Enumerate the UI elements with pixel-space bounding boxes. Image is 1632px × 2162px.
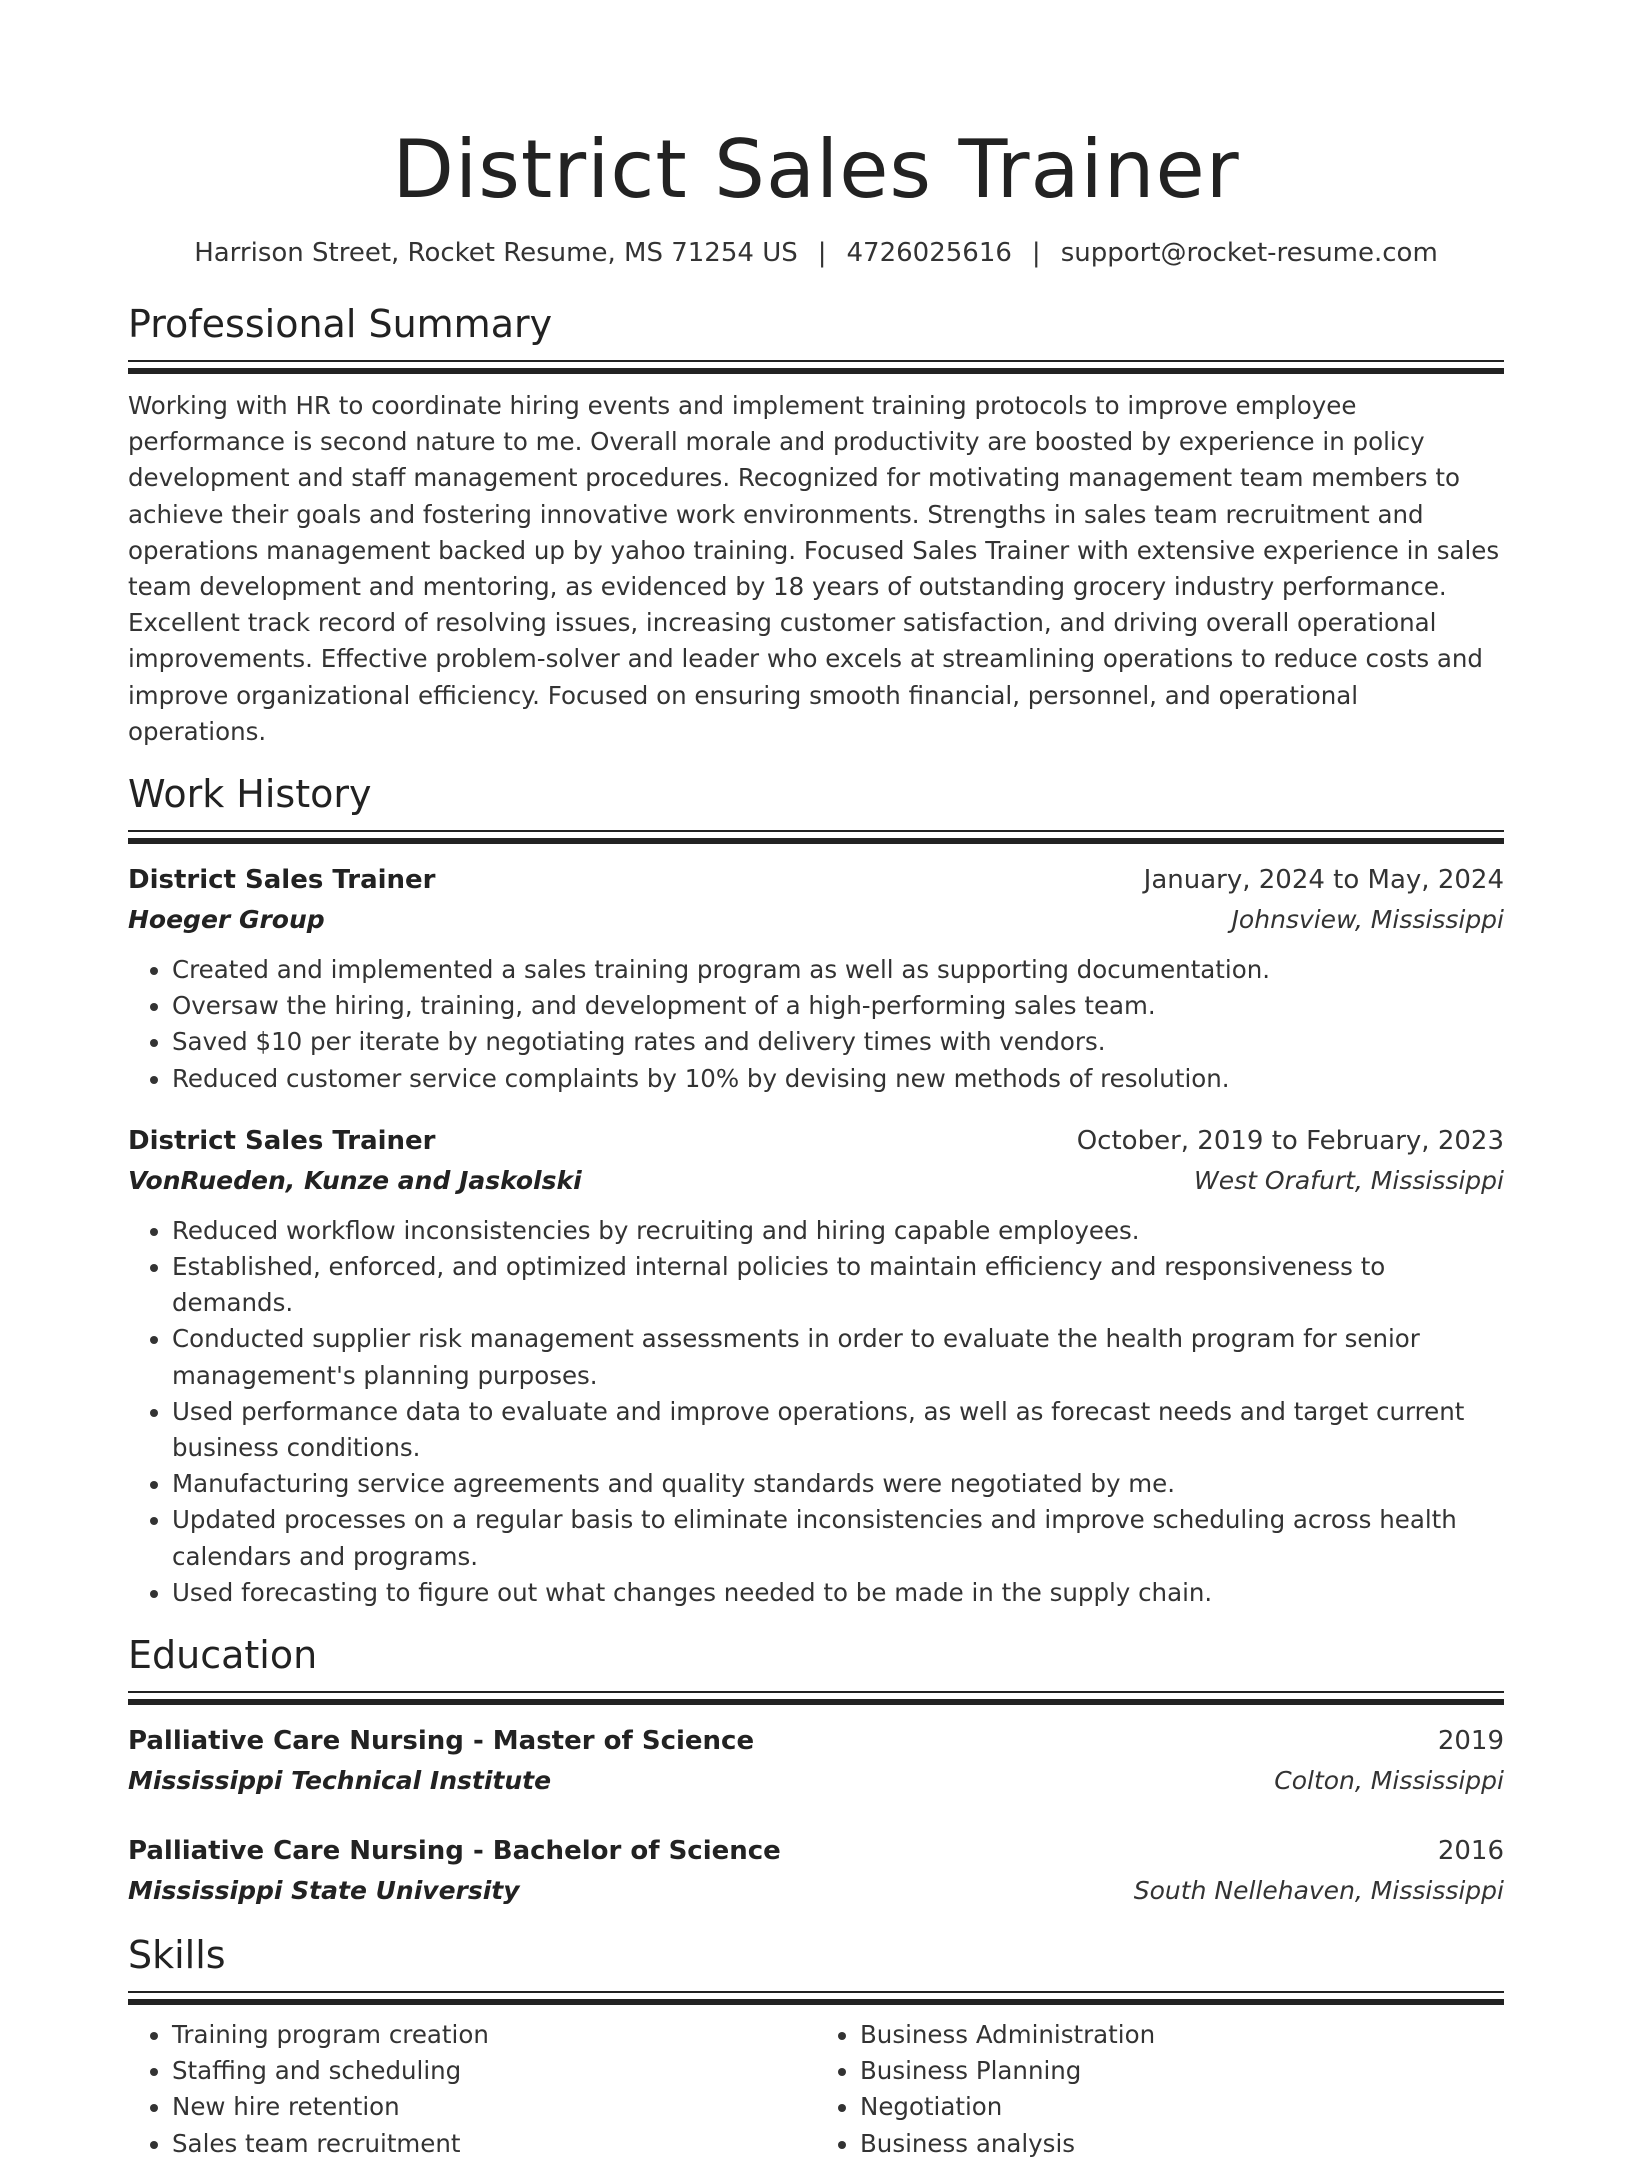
skill-item: • Training program creation — [172, 2017, 816, 2053]
job-subheader — [128, 900, 1504, 940]
skill-item: • Sales team recruitment — [172, 2126, 816, 2162]
education-entry — [128, 1831, 1504, 1911]
summary-text: Working with HR to coordinate hiring events and implement training protocols to improve employee performance is second nature to me. Overall morale and productivity are boosted by experience in policy development and staff management procedures. Recognized for motivating management team members to achieve their goals and fostering innovative work environments. Strengths in sales team recruitment and operations management backed up by yahoo training. Focused Sales Trainer with extensive experience in sales team development and mentoring, as evidenced by 18 years of outstanding grocery industry performance. Excellent track record of resolving issues, increasing customer satisfaction, and driving overall operational improvements. Effective problem-solver and leader who excels at streamlining operations to reduce costs and improve organizational efficiency. Focused on ensuring smooth financial, personnel, and operational operations. — [128, 391, 1500, 746]
job-dates: January, 2024 to May, 2024 — [1143, 865, 1504, 896]
skill-item: • Staffing and scheduling — [172, 2053, 816, 2089]
education-section — [128, 1631, 1504, 1911]
section-divider — [128, 1691, 1504, 1693]
skills-section — [128, 1931, 1504, 2162]
contact-address: Harrison Street, Rocket Resume, MS 71254 US — [194, 238, 798, 268]
section-divider — [128, 1991, 1504, 1993]
list-item: • Conducted supplier risk management assessments in order to evaluate the health program for senior management's planning purposes. — [172, 1321, 1504, 1393]
section-divider — [128, 838, 1504, 844]
education-year: 2016 — [1437, 1836, 1504, 1867]
skills-columns — [128, 2017, 1504, 2162]
list-item: • Updated processes on a regular basis to eliminate inconsistencies and improve scheduling across health calendars and programs. — [172, 1502, 1504, 1574]
list-item: • Saved $10 per iterate by negotiating rates and delivery times with vendors. — [172, 1024, 1504, 1060]
contact-separator: | — [1031, 238, 1041, 268]
education-school: Mississippi Technical Institute — [128, 1766, 552, 1796]
list-item: • Oversaw the hiring, training, and development of a high-performing sales team. — [172, 988, 1504, 1024]
job-subheader — [128, 1161, 1504, 1201]
section-divider — [128, 368, 1504, 374]
job-title: District Sales Trainer — [128, 1125, 436, 1156]
section-divider — [128, 360, 1504, 362]
job-location: West Orafurt, Mississippi — [1194, 1165, 1504, 1195]
section-title-skills: Skills — [128, 1933, 226, 1978]
section-divider — [128, 1999, 1504, 2005]
list-item: • Manufacturing service agreements and quality standards were negotiated by me. — [172, 1466, 1504, 1502]
job-title: District Sales Trainer — [128, 865, 436, 896]
list-item: • Used forecasting to figure out what changes needed to be made in the supply chain. — [172, 1575, 1504, 1611]
skill-item: • Business Administration — [860, 2017, 1504, 2053]
skill-item: • Business Planning — [860, 2053, 1504, 2089]
education-location: Colton, Mississippi — [1274, 1766, 1504, 1796]
education-entry — [128, 1721, 1504, 1801]
job-header — [128, 1121, 1504, 1161]
education-year: 2019 — [1437, 1726, 1504, 1757]
job-company: VonRueden, Kunze and Jaskolski — [128, 1165, 582, 1195]
education-school: Mississippi State University — [128, 1876, 520, 1906]
job-bullets — [128, 952, 1504, 1097]
skill-item: • Negotiation — [860, 2089, 1504, 2125]
section-divider — [128, 830, 1504, 832]
education-subheader — [128, 1761, 1504, 1801]
skill-item: • Business analysis — [860, 2126, 1504, 2162]
skills-list-left — [128, 2017, 816, 2162]
list-item: • Reduced workflow inconsistencies by recruiting and hiring capable employees. — [172, 1213, 1504, 1249]
work-history-section — [128, 770, 1504, 1611]
list-item: • Created and implemented a sales training program as well as supporting documentation. — [172, 952, 1504, 988]
education-degree: Palliative Care Nursing - Master of Science — [128, 1726, 755, 1757]
section-divider — [128, 1699, 1504, 1705]
summary-section — [128, 300, 1504, 750]
list-item: • Used performance data to evaluate and improve operations, as well as forecast needs and target current business conditions. — [172, 1394, 1504, 1466]
skills-list-right — [816, 2017, 1504, 2162]
contact-line — [128, 236, 1504, 270]
job-header — [128, 860, 1504, 900]
section-title-work-history: Work History — [128, 772, 372, 817]
job-company: Hoeger Group — [128, 905, 325, 935]
section-title-education: Education — [128, 1633, 318, 1678]
education-header — [128, 1721, 1504, 1761]
contact-separator: | — [817, 238, 827, 268]
education-degree: Palliative Care Nursing - Bachelor of Science — [128, 1836, 781, 1867]
contact-phone: 4726025616 — [846, 238, 1012, 268]
list-item: • Established, enforced, and optimized internal policies to maintain efficiency and responsiveness to demands. — [172, 1249, 1504, 1321]
job-entry — [128, 1121, 1504, 1611]
resume-name: District Sales Trainer — [392, 123, 1240, 216]
job-dates: October, 2019 to February, 2023 — [1076, 1125, 1504, 1156]
section-title-summary: Professional Summary — [128, 302, 553, 346]
skill-item: • New hire retention — [172, 2089, 816, 2125]
education-subheader — [128, 1871, 1504, 1911]
job-location: Johnsview, Mississippi — [1231, 905, 1504, 935]
education-header — [128, 1831, 1504, 1871]
contact-email: support@rocket-resume.com — [1060, 238, 1438, 268]
list-item: • Reduced customer service complaints by 10% by devising new methods of resolution. — [172, 1061, 1504, 1097]
education-location: South Nellehaven, Mississippi — [1133, 1876, 1504, 1906]
job-bullets — [128, 1213, 1504, 1611]
job-entry — [128, 860, 1504, 1097]
